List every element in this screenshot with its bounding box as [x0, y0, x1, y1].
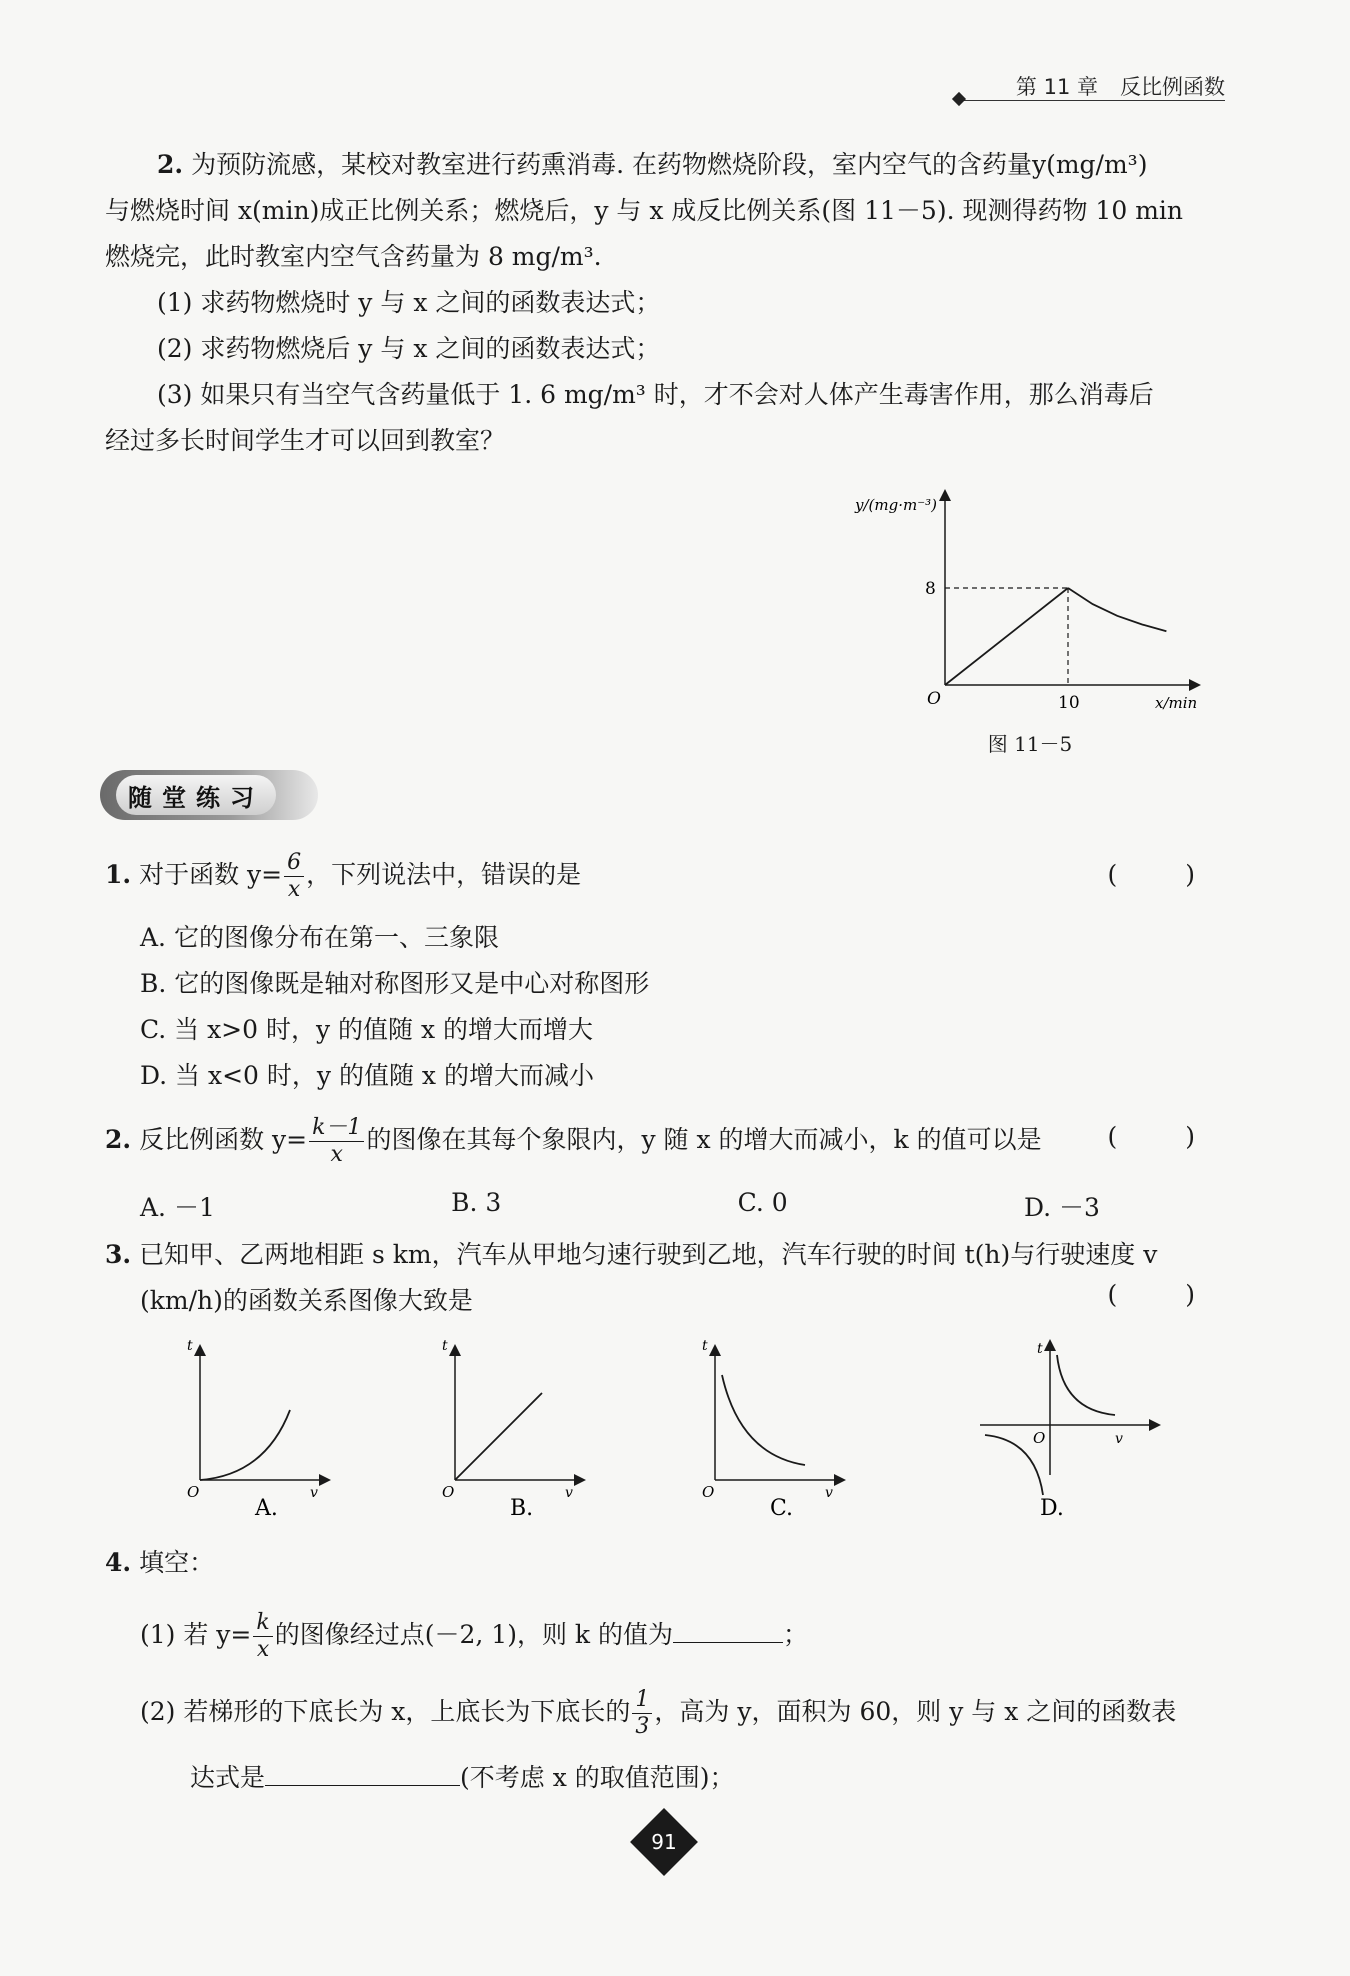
exercise-4-part-1 [140, 1605, 1230, 1665]
exercise-4-stem: 填空： [139, 1548, 215, 1577]
figure-11-5-chart [830, 480, 1230, 720]
fraction-denominator: x [256, 1637, 270, 1662]
svg-text:A.: A. [255, 1496, 278, 1520]
exercise-2 [105, 1110, 1225, 1170]
header-diamond-icon [952, 92, 966, 106]
exercise-2-stem-post: 的图像在其每个象限内，y 随 x 的增大而减小，k 的值可以是 [366, 1125, 1042, 1154]
fraction-numerator: k－1 [309, 1117, 364, 1142]
series-inverse-segment [1068, 588, 1166, 631]
exercise-3-line2: (km/h)的函数关系图像大致是 [140, 1286, 473, 1315]
graph-option-b [430, 1335, 590, 1520]
problem-2-line3: 燃烧完，此时教室内空气含药量为 8 mg/m³. [105, 242, 602, 271]
exercise-4-part-2-line2 [190, 1755, 1230, 1801]
svg-text:D.: D. [1040, 1496, 1064, 1520]
svg-text:O: O [702, 1483, 715, 1501]
exercise-4-number: 4. [105, 1548, 132, 1577]
svg-text:t: t [1037, 1341, 1043, 1357]
exercise-4-p2-post: ，高为 y，面积为 60，则 y 与 x 之间的函数表 [654, 1697, 1177, 1726]
fraction-numerator: 1 [632, 1689, 652, 1714]
problem-2-line2: 与燃烧时间 x(min)成正比例关系；燃烧后，y 与 x 成反比例关系(图 11－5). 现测得药物 10 min [105, 196, 1183, 225]
exercise-4-p2-pre: (2) 若梯形的下底长为 x，上底长为下底长的 [140, 1697, 631, 1726]
exercise-4-p2-line2-pre: 达式是 [190, 1763, 266, 1792]
exercise-3-answer-parens[interactable]: ( ) [1107, 1280, 1225, 1309]
svg-text:C.: C. [770, 1496, 794, 1520]
fraction-numerator: k [253, 1612, 272, 1637]
chapter-title: 反比例函数 [1120, 75, 1225, 99]
fraction-denominator: x [287, 877, 301, 902]
exercise-1 [105, 845, 1225, 905]
problem-2-q3-line2: 经过多长时间学生才可以回到教室？ [105, 426, 506, 455]
problem-2-stem [105, 142, 1225, 464]
svg-text:v: v [1115, 1431, 1123, 1447]
y-tick-8: 8 [925, 579, 936, 599]
problem-2-q2: (2) 求药物燃烧后 y 与 x 之间的函数表达式； [157, 334, 661, 363]
svg-text:t: t [442, 1338, 448, 1354]
exercise-4-p1-answer-blank[interactable] [673, 1616, 783, 1643]
exercise-2-option-d: D. －3 [1024, 1193, 1100, 1222]
svg-text:v: v [565, 1485, 573, 1501]
exercise-1-option-d: D. 当 x<0 时，y 的值随 x 的增大而减小 [140, 1061, 594, 1090]
exercise-1-options [140, 915, 1140, 1099]
fraction-numerator: 6 [284, 852, 304, 877]
exercise-2-options [140, 1188, 1100, 1224]
graph-option-c [690, 1335, 850, 1520]
exercise-1-fraction [284, 852, 304, 901]
exercise-4-p2-line2-post: (不考虑 x 的取值范围)； [460, 1763, 735, 1792]
svg-text:B.: B. [510, 1496, 534, 1520]
exercise-2-option-c: C. 0 [737, 1188, 788, 1217]
exercise-4-p1-fraction [253, 1612, 272, 1661]
exercise-2-option-b: B. 3 [451, 1188, 502, 1217]
exercise-1-option-c: C. 当 x>0 时，y 的值随 x 的增大而增大 [140, 1015, 594, 1044]
section-title: 随堂练习 [116, 775, 276, 815]
exercise-2-stem-pre: 反比例函数 y= [139, 1125, 308, 1154]
exercise-1-option-b: B. 它的图像既是轴对称图形又是中心对称图形 [140, 969, 650, 998]
page-number: 91 [651, 1830, 677, 1854]
svg-text:t: t [702, 1338, 708, 1354]
graph-option-a [175, 1335, 335, 1520]
exercise-4 [105, 1540, 1225, 1586]
problem-2-line1: 为预防流感，某校对教室进行药熏消毒. 在药物燃烧阶段，室内空气的含药量y(mg/m³) [191, 150, 1148, 179]
exercise-4-p2-fraction [632, 1689, 652, 1738]
exercise-2-number: 2. [105, 1125, 132, 1154]
svg-text:t: t [187, 1338, 193, 1354]
exercise-1-option-a: A. 它的图像分布在第一、三象限 [140, 923, 499, 952]
x-tick-10: 10 [1058, 693, 1080, 713]
exercise-4-p1-end: ； [783, 1620, 809, 1649]
exercise-2-fraction [309, 1117, 364, 1166]
exercise-4-part-2 [140, 1682, 1230, 1742]
exercise-1-stem-post: ，下列说法中，错误的是 [306, 860, 582, 889]
exercise-4-p1-post: 的图像经过点(－2, 1)，则 k 的值为 [274, 1620, 673, 1649]
exercise-4-p2-answer-blank[interactable] [265, 1759, 460, 1786]
exercise-3 [105, 1232, 1225, 1324]
problem-2-q1: (1) 求药物燃烧时 y 与 x 之间的函数表达式； [157, 288, 661, 317]
exercise-4-p1-pre: (1) 若 y= [140, 1620, 252, 1649]
exercise-3-line1: 已知甲、乙两地相距 s km，汽车从甲地匀速行驶到乙地，汽车行驶的时间 t(h)与行驶速度 v [139, 1240, 1158, 1269]
chapter-number: 第 11 章 [1015, 75, 1098, 99]
svg-text:O: O [442, 1483, 455, 1501]
svg-text:O: O [1033, 1429, 1046, 1447]
section-banner [100, 770, 318, 820]
exercise-1-answer-parens[interactable]: ( ) [1107, 860, 1225, 889]
figure-caption: 图 11－5 [987, 732, 1073, 756]
x-axis-label: x/min [1155, 694, 1198, 712]
fraction-denominator: 3 [635, 1714, 650, 1739]
exercise-2-option-a: A. －1 [140, 1193, 215, 1222]
origin-label: O [927, 689, 941, 709]
problem-2-number: 2. [157, 150, 184, 179]
svg-text:O: O [187, 1483, 200, 1501]
exercise-1-stem-pre: 对于函数 y= [139, 860, 283, 889]
problem-2-q3-line1: (3) 如果只有当空气含药量低于 1. 6 mg/m³ 时，才不会对人体产生毒害作用，那么消毒后 [157, 380, 1154, 409]
svg-text:v: v [310, 1485, 318, 1501]
exercise-3-number: 3. [105, 1240, 132, 1269]
svg-text:v: v [825, 1485, 833, 1501]
y-axis-label: y/(mg·m⁻³) [855, 496, 937, 514]
running-header [1016, 70, 1225, 102]
fraction-denominator: x [330, 1142, 343, 1167]
graph-option-d [975, 1335, 1165, 1520]
exercise-2-answer-parens[interactable]: ( ) [1107, 1122, 1225, 1151]
series-linear-segment [945, 588, 1068, 685]
exercise-1-number: 1. [105, 860, 132, 889]
header-rule [960, 100, 1225, 101]
